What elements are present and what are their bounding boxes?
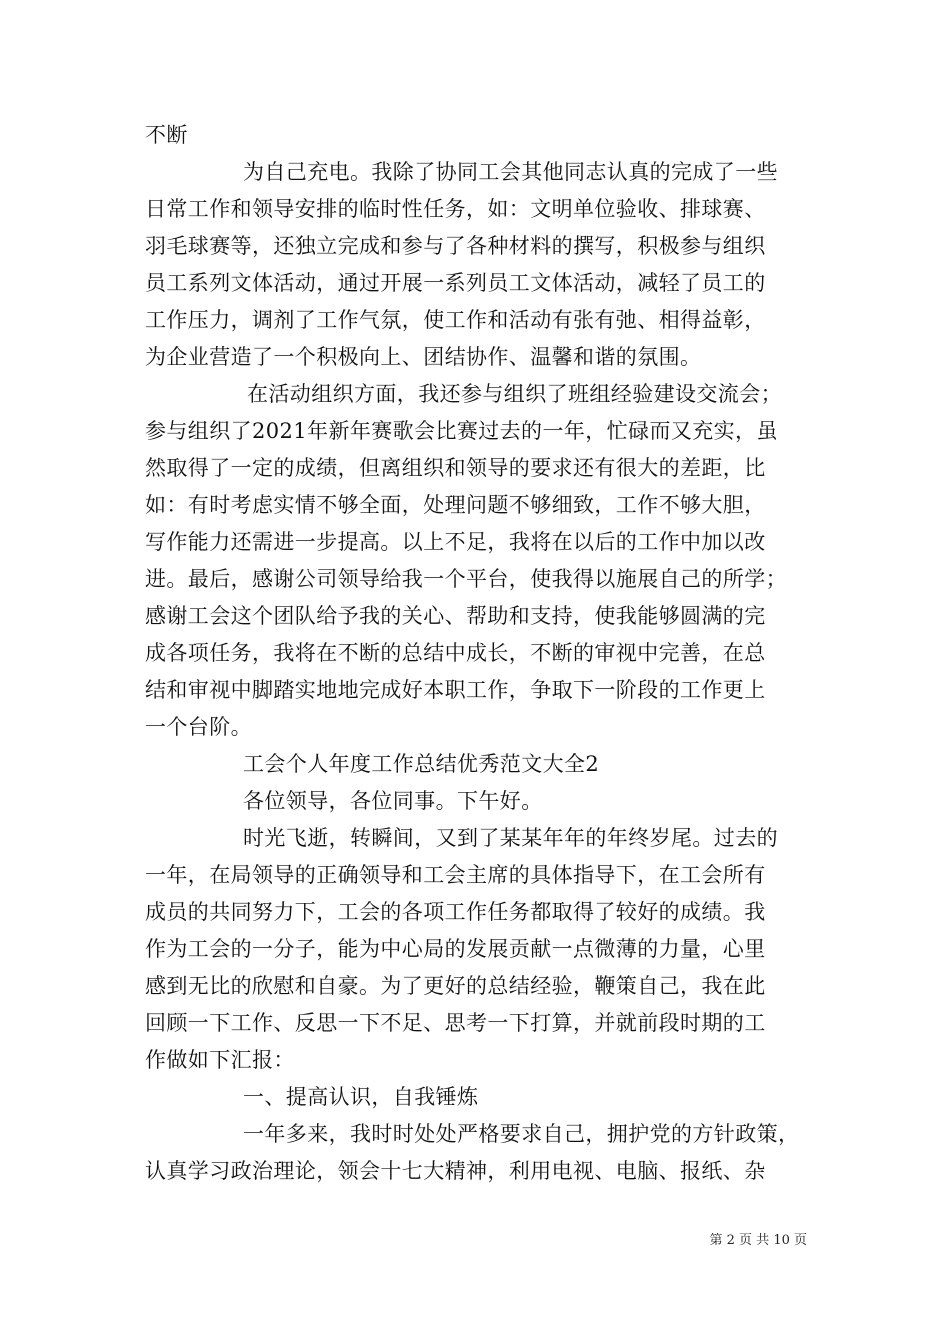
text-line: 进。最后，感谢公司领导给我一个平台，使我得以施展自己的所学；: [145, 567, 787, 591]
text-line: 回顾一下工作、反思一下不足、思考一下打算，并就前段时期的工: [145, 1011, 766, 1035]
text-line: 一个台阶。: [145, 715, 252, 739]
page-number: 第 2 页 共 10 页: [709, 1233, 807, 1248]
text-line: 各位领导，各位同事。下午好。: [243, 789, 543, 813]
text-line: 感到无比的欣慰和自豪。为了更好的总结经验，鞭策自己，我在此: [145, 974, 766, 998]
text-line: 员工系列文体活动，通过开展一系列员工文体活动，减轻了员工的: [145, 271, 766, 295]
text-line: 在活动组织方面，我还参与组织了班组经验建设交流会；: [247, 382, 782, 406]
text-line: 时光飞逝，转瞬间，又到了某某年年的年终岁尾。过去的: [243, 826, 778, 850]
text-line: 作为工会的一分子，能为中心局的发展贡献一点微薄的力量，心里: [145, 937, 766, 961]
text-line: 感谢工会这个团队给予我的关心、帮助和支持，使我能够圆满的完: [145, 604, 766, 628]
text-line: 认真学习政治理论，领会十七大精神，利用电视、电脑、报纸、杂: [145, 1159, 766, 1183]
text-line: 羽毛球赛等，还独立完成和参与了各种材料的撰写，积极参与组织: [145, 234, 766, 258]
section-heading: 一、提高认识，自我锤炼: [243, 1085, 479, 1109]
text-line: 为自己充电。我除了协同工会其他同志认真的完成了一些: [243, 160, 778, 184]
text-line: 参与组织了2021年新年赛歌会比赛过去的一年，忙碌而又充实，虽: [145, 419, 778, 443]
text-line: 如：有时考虑实情不够全面，处理问题不够细致，工作不够大胆，: [145, 493, 766, 517]
text-line: 作做如下汇报：: [145, 1048, 295, 1072]
text-line: 成各项任务，我将在不断的总结中成长，不断的审视中完善，在总: [145, 641, 766, 665]
text-line: 一年，在局领导的正确领导和工会主席的具体指导下，在工会所有: [145, 863, 766, 887]
text-line: 写作能力还需进一步提高。以上不足，我将在以后的工作中加以改: [145, 530, 766, 554]
text-line: 然取得了一定的成绩，但离组织和领导的要求还有很大的差距，比: [145, 456, 766, 480]
text-line: 不断: [145, 123, 188, 147]
text-line: 日常工作和领导安排的临时性任务，如：文明单位验收、排球赛、: [145, 197, 766, 221]
section-heading: 工会个人年度工作总结优秀范文大全2: [243, 752, 600, 776]
text-line: 结和审视中脚踏实地地完成好本职工作，争取下一阶段的工作更上: [145, 678, 766, 702]
text-line: 成员的共同努力下，工会的各项工作任务都取得了较好的成绩。我: [145, 900, 766, 924]
text-line: 为企业营造了一个积极向上、团结协作、温馨和谐的氛围。: [145, 345, 702, 369]
text-line: 一年多来，我时时处处严格要求自己，拥护党的方针政策，: [243, 1122, 800, 1146]
text-line: 工作压力，调剂了工作气氛，使工作和活动有张有弛、相得益彰，: [145, 308, 766, 332]
